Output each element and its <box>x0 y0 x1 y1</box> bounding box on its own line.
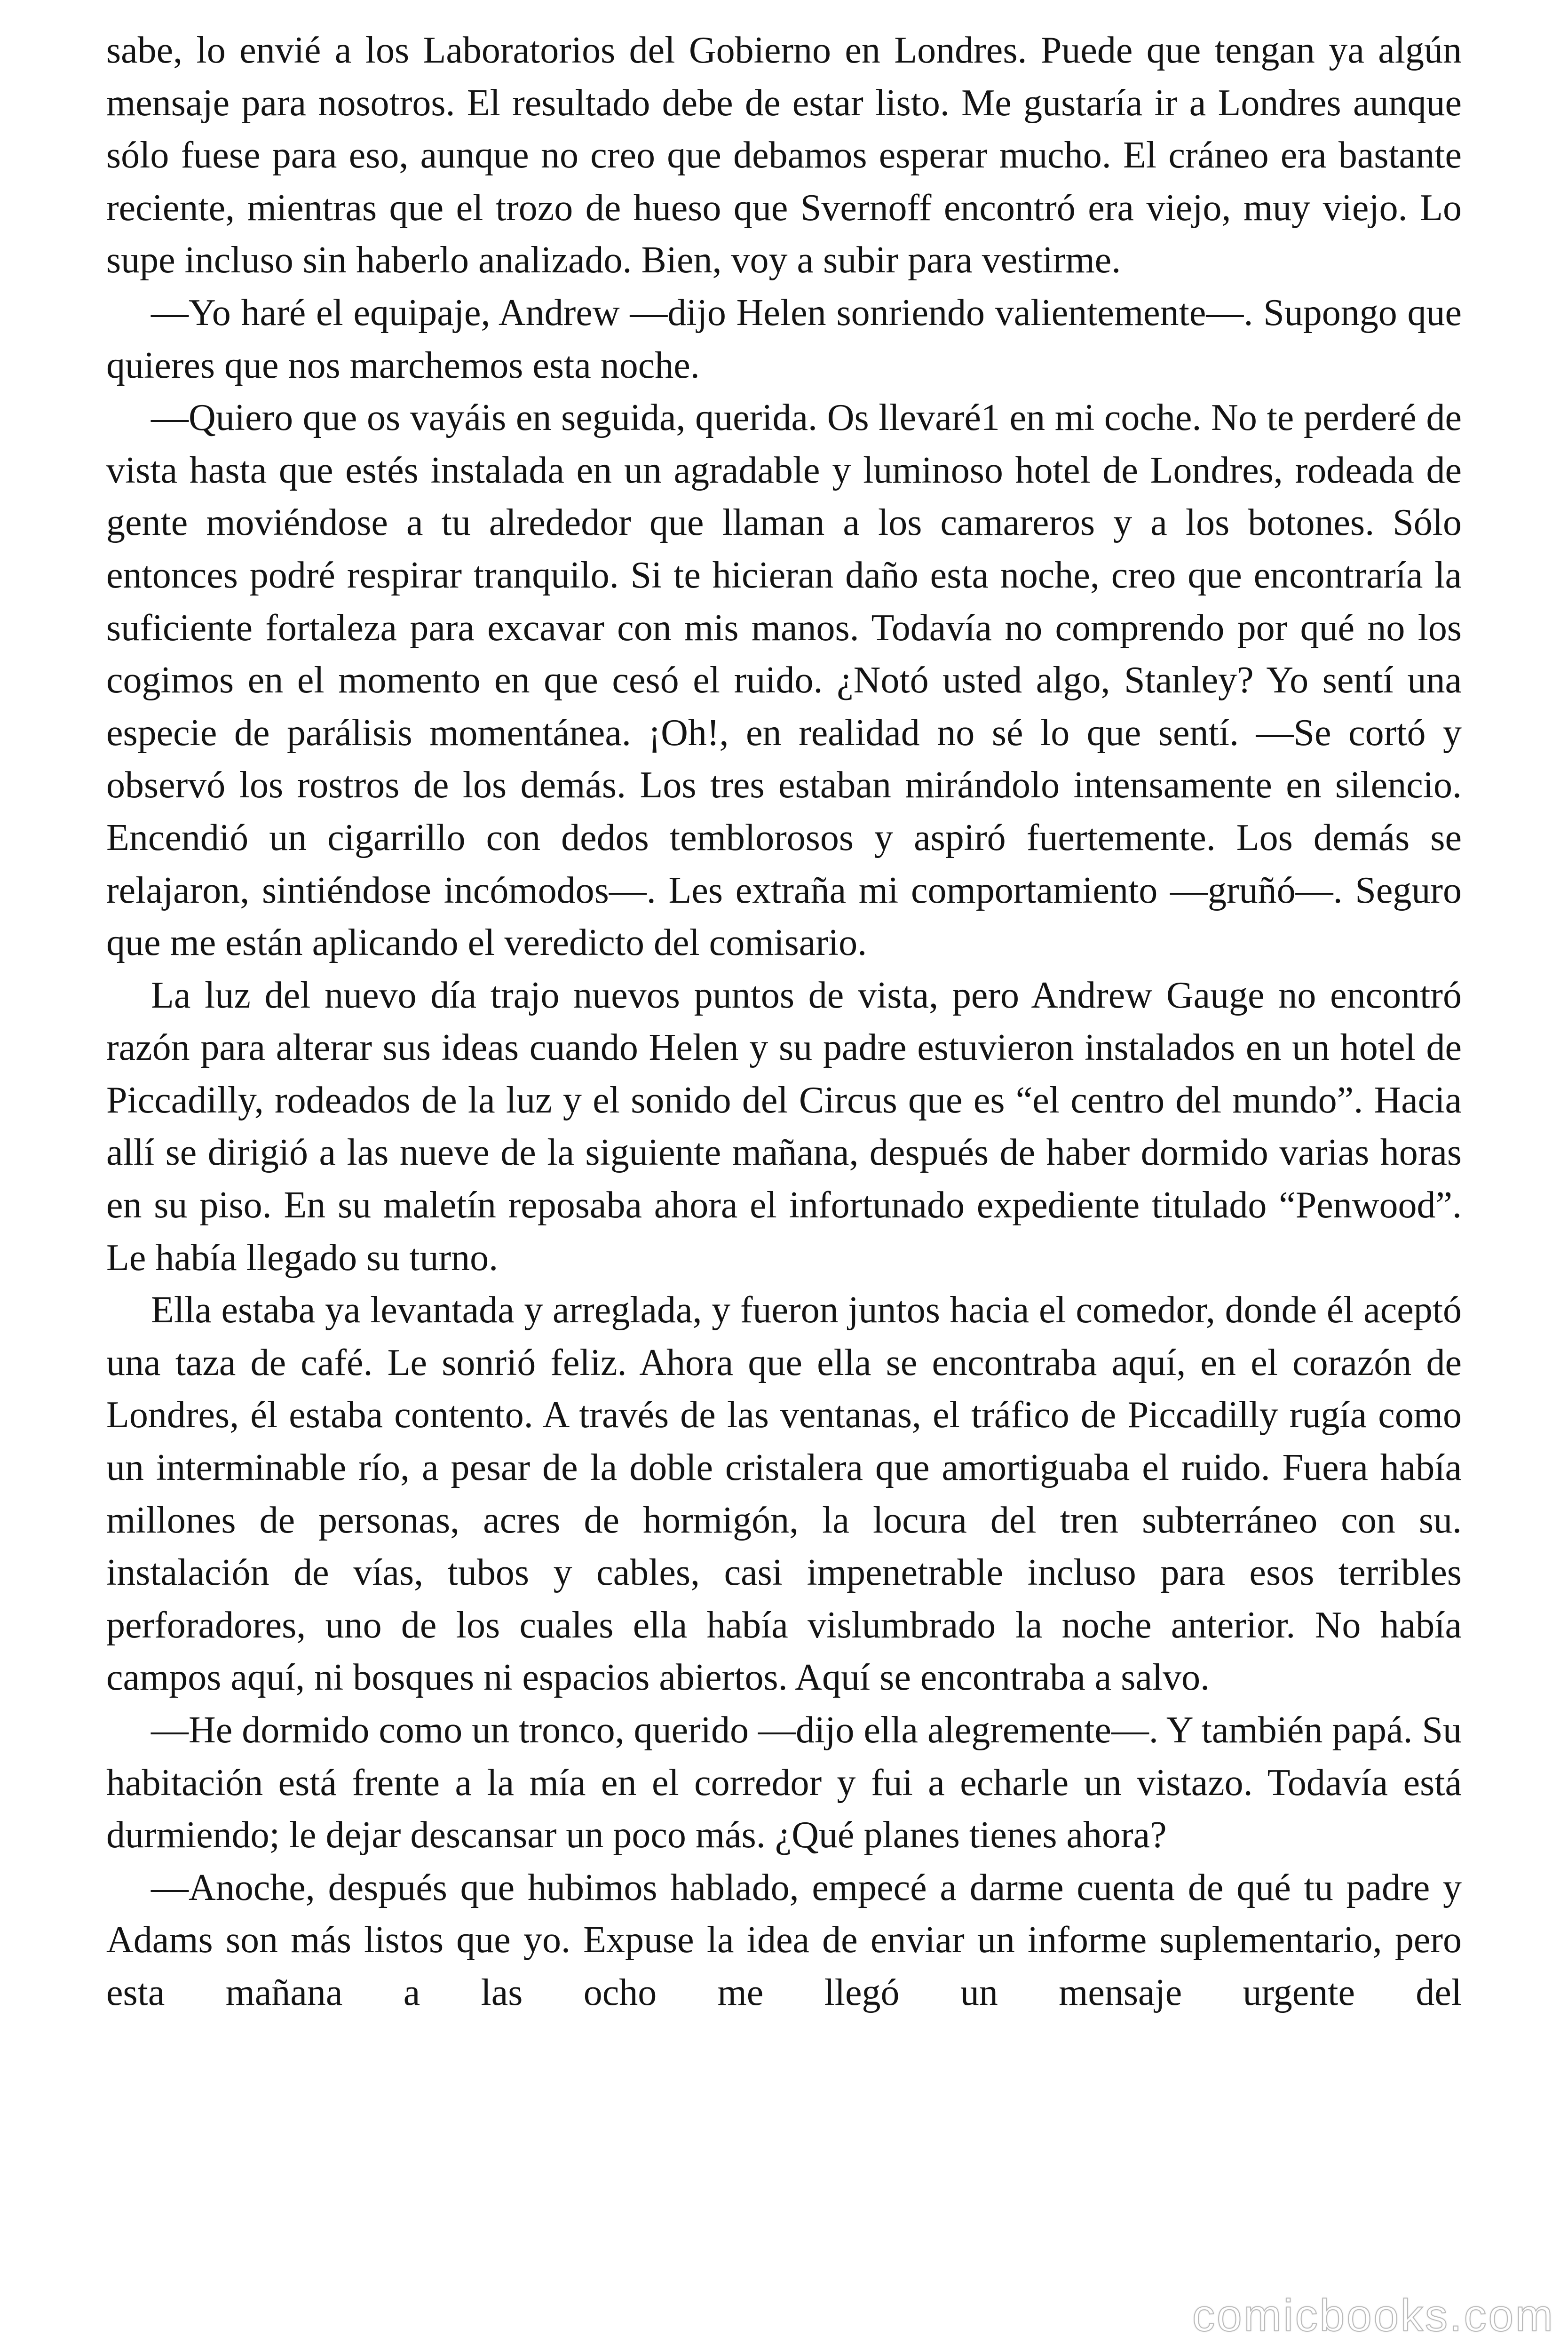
paragraph: Ella estaba ya levantada y arreglada, y fueron juntos hacia el comedor, donde él aceptó una taza de café. Le sonrió feliz. Ahora que ella se encontraba aquí, en el corazón de Londres, él estaba contento. A través de las ventanas, el tráfico de Piccadilly rugía como un interminable río, a pesar de la doble cristalera que amortiguaba el ruido. Fuera había millones de personas, acres de hormigón, la locura del tren subterráneo con su. instalación de vías, tubos y cables, casi impenetrable incluso para esos terribles perforadores, uno de los cuales ella había vislumbrado la noche anterior. No había campos aquí, ni bosques ni espacios abiertos. Aquí se encontraba a salvo. <box>106 1289 1462 1699</box>
paragraph: sabe, lo envié a los Laboratorios del Gobierno en Londres. Puede que tengan ya algún mensaje para nosotros. El resultado debe de estar listo. Me gustaría ir a Londres aunque sólo fuese para eso, aunque no creo que debamos esperar mucho. El cráneo era bastante reciente, mientras que el trozo de hueso que Svernoff encontró era viejo, muy viejo. Lo supe incluso sin haberlo analizado. Bien, voy a subir para vestirme. <box>106 30 1462 281</box>
paragraph: —Anoche, después que hubimos hablado, empecé a darme cuenta de qué tu padre y Adams son más listos que yo. Expuse la idea de enviar un informe suplementario, pero esta mañana a las ocho me llegó un mensaje urgente del <box>106 1867 1462 2013</box>
paragraph: —Quiero que os vayáis en seguida, querida. Os llevaré1 en mi coche. No te perderé de vista hasta que estés instalada en un agradable y luminoso hotel de Londres, rodeada de gente moviéndose a tu alrededor que llaman a los camareros y a los botones. Sólo entonces podré respirar tranquilo. Si te hicieran daño esta noche, creo que encontraría la suficiente fortaleza para excavar con mis manos. Todavía no comprendo por qué no los cogimos en el momento en que cesó el ruido. ¿Notó usted algo, Stanley? Yo sentí una especie de parálisis momentánea. ¡Oh!, en realidad no sé lo que sentí. —Se cortó y observó los rostros de los demás. Los tres estaban mirándolo intensamente en silencio. Encendió un cigarrillo con dedos temblorosos y aspiró fuertemente. Los demás se relajaron, sintiéndose incómodos—. Les extraña mi comportamiento —gruñó—. Seguro que me están aplicando el veredicto del comisario. <box>106 397 1462 964</box>
paragraph: —He dormido como un tronco, querido —dijo ella alegremente—. Y también papá. Su habitación está frente a la mía en el corredor y fui a echarle un vistazo. Todavía está durmiendo; le dejar descansar un poco más. ¿Qué planes tienes ahora? <box>106 1709 1462 1856</box>
paragraph: —Yo haré el equipaje, Andrew —dijo Helen sonriendo valientemente—. Supongo que quieres que nos marchemos esta noche. <box>106 292 1462 386</box>
site-watermark: comicbooks.com <box>1192 2290 1555 2341</box>
paragraph: La luz del nuevo día trajo nuevos puntos de vista, pero Andrew Gauge no encontró razón para alterar sus ideas cuando Helen y su padre estuvieron instalados en un hotel de Piccadilly, rodeados de la luz y el sonido del Circus que es “el centro del mundo”. Hacia allí se dirigió a las nueve de la siguiente mañana, después de haber dormido varias horas en su piso. En su maletín reposaba ahora el infortunado expediente titulado “Penwood”. Le había llegado su turno. <box>106 974 1462 1279</box>
book-page-text <box>106 24 1462 2019</box>
